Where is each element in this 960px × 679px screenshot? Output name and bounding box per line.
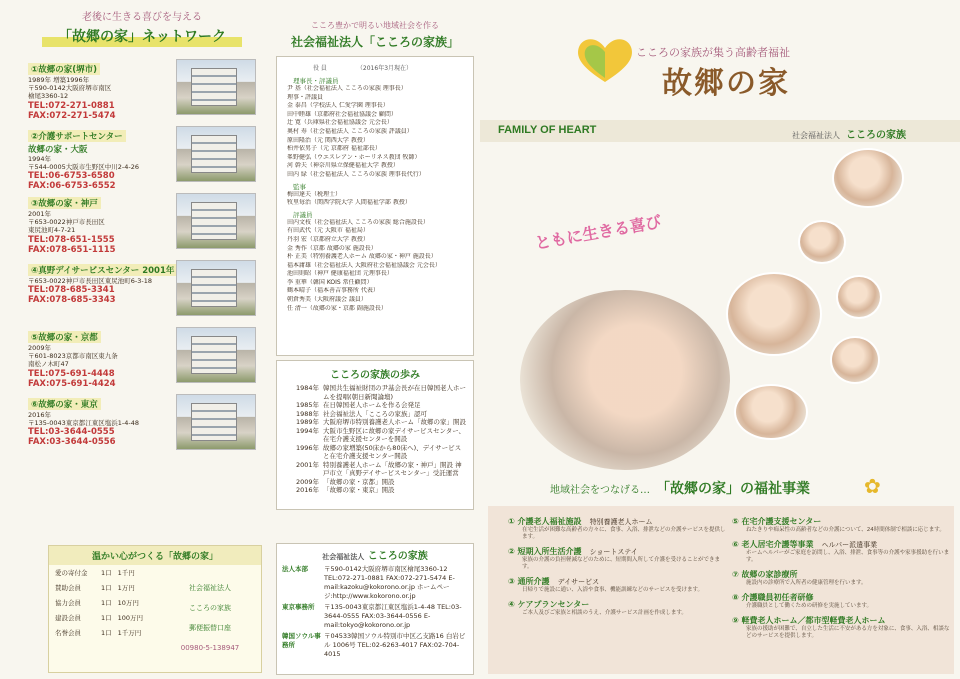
- facility-item: [28, 325, 256, 390]
- donation-amount: 1千円: [117, 569, 135, 577]
- service-title: [508, 546, 728, 557]
- facility-name: ②介護サポートセンター: [28, 130, 126, 142]
- officer-groups: [283, 76, 467, 313]
- service-item: [508, 599, 728, 617]
- history-year: 2016年: [295, 486, 319, 494]
- care-photo: [830, 336, 880, 384]
- donation-type: 愛の寄付金: [55, 569, 88, 577]
- officer-member: 辻 寛（兵庫県社会福祉協議会 元会長）: [287, 119, 393, 127]
- donation-unit: 1口: [101, 599, 112, 607]
- corporation-contact: [276, 543, 474, 675]
- history-year: 1989年: [295, 418, 319, 426]
- facility-address: [28, 411, 156, 427]
- couple-photo: [726, 272, 822, 356]
- address-line: 〒544-0005大阪市生野区中川2-4-26: [28, 163, 140, 172]
- history-event: 故郷の家増築(50床から80床へ)、デイサービスと在宅介護支援センター開設: [323, 443, 462, 460]
- facility-name: ④真野デイサービスセンター 2001年: [28, 264, 177, 276]
- history-row: [283, 461, 467, 478]
- services-box: [488, 506, 954, 674]
- officer-member: 理事・評議員: [287, 93, 324, 101]
- facility-address: [28, 344, 156, 369]
- history-row: [283, 410, 467, 419]
- history-event: 在日韓国老人ホームを作る会発足: [323, 401, 421, 409]
- officer-member: 朝倉秀美（大阪府議会 議員）: [287, 296, 367, 304]
- service-subtitle: ショートステイ: [589, 548, 638, 556]
- officer-member: 任 清一（故郷の家・京都 副施設長）: [287, 304, 387, 312]
- facility-fax: FAX:078-685-3343: [28, 295, 116, 306]
- officer-member: 河 幹夫（神奈川県立保健福祉大学 教授）: [287, 162, 399, 170]
- address-line: 〒135-0043東京都江東区塩浜1-4-48: [28, 419, 140, 428]
- facility-address: [28, 76, 156, 101]
- contact-row: [282, 603, 468, 630]
- donation-type: 建設会員: [55, 614, 81, 622]
- facility-tel: TEL:03-3644-0555: [28, 427, 115, 438]
- history-year: 1984年: [295, 384, 319, 392]
- officer-member: 峯野健弘（ウエスレアン・ホーリネス教団 牧師）: [287, 153, 421, 161]
- donation-method: 郵便振替口座: [189, 624, 231, 632]
- family-of-heart: FAMILY OF HEART: [498, 124, 597, 136]
- donation-amount: 100万円: [117, 614, 144, 622]
- service-description: 介護職員として働くための研修を実施しています。: [746, 603, 873, 609]
- cover-corporation: 社会福祉法人 こころの家族: [792, 130, 906, 141]
- service-name: ① 介護老人福祉施設: [508, 517, 582, 526]
- history-event: 韓国共生福祉財団の尹基会長が在日韓国老人ホームを提唱(朝日新聞論壇): [323, 384, 466, 401]
- network-title: 「故郷の家」ネットワーク: [42, 25, 242, 47]
- service-description: 家族の介護の負担軽減などのために、短期間入所して介護を受けることができます。: [522, 557, 721, 570]
- donation-unit: 1口: [101, 629, 112, 637]
- officer-member: 田中睦雄（京都府社会福祉協議会 顧問）: [287, 110, 397, 118]
- officer-member: 池田則昭（神戸 健康福祉団 元理事長）: [287, 270, 393, 278]
- facility-name: ①故郷の家(堺市): [28, 63, 100, 75]
- history-event: 大阪市生野区に故郷の家デイサービスセンター、在宅介護支援センターを開設: [323, 426, 466, 443]
- service-name: ⑥ 老人居宅介護等事業: [732, 540, 814, 549]
- service-subtitle: デイサービス: [557, 578, 600, 586]
- tagline: こころの家族が集う高齢者福祉: [636, 46, 790, 59]
- history-row: [283, 427, 467, 444]
- corporation-title: 社会福祉法人「こころの家族」: [290, 35, 459, 49]
- service-title: [732, 569, 952, 580]
- service-item: [732, 592, 952, 610]
- building-photo: [176, 126, 256, 182]
- network-kicker: 老後に生きる喜びを与える: [82, 12, 202, 23]
- service-item: [508, 516, 728, 541]
- officers-title: 役 員 （2016年3月現在）: [313, 65, 413, 72]
- building-photo: [176, 193, 256, 249]
- services-heading: 地域社会をつなげる… 「故郷の家」の福祉事業: [550, 481, 810, 497]
- donation-amount: 1千万円: [117, 629, 142, 637]
- building-photo: [176, 327, 256, 383]
- contact-value: 〒590-0142大阪府堺市南区檜尾3360-12 TEL:072-271-0881 FAX:072-271-5474 E-mail:kazoku@kokorono.or.jp ホームページ:http://www.kokorono.or.jp: [324, 565, 455, 600]
- service-title: [508, 576, 728, 587]
- officer-member: 柏井依男子（元 京都府 福祉部長）: [287, 145, 381, 153]
- service-title: [732, 516, 952, 527]
- history-row: [283, 486, 467, 495]
- service-title: [732, 592, 952, 603]
- service-description: ご本人及びご家族と相談のうえ、介護サービス計画を作成します。: [522, 610, 687, 616]
- flower-icon: ✿: [864, 474, 881, 498]
- contact-value: 〒135-0043東京都江東区塩浜1-4-48 TEL:03-3644-0555 FAX:03-3644-0556 E-mail:tokyo@kokorono.or.jp: [324, 603, 462, 629]
- donation-org: 社会福祉法人: [189, 584, 231, 592]
- contact-row: [282, 565, 468, 601]
- address-line: 2009年: [28, 344, 52, 352]
- service-item: [732, 539, 952, 564]
- slogan: ともに生きる喜び: [533, 212, 663, 253]
- family-photo: [832, 148, 904, 208]
- facility-tel: TEL:078-685-3341: [28, 285, 115, 296]
- address-line: 2016年: [28, 411, 52, 419]
- facility-item: [28, 258, 256, 323]
- officer-member: 牧里毎治（関西学院大学 人間福祉学部 教授）: [287, 199, 411, 207]
- history-row: [283, 478, 467, 487]
- service-name: ③ 通所介護: [508, 577, 550, 586]
- service-title: [508, 516, 728, 527]
- officer-group-label: 監事: [293, 182, 306, 191]
- officer-member: 金 秀作（京都 故郷の家 施設長）: [287, 244, 377, 252]
- officer-member: 原田隆治（元 関西大学 教授）: [287, 136, 369, 144]
- officer-member: 福本庸雄（社会福祉法人 大阪府社会福祉協議会 元会長）: [287, 261, 441, 269]
- service-item: [508, 576, 728, 594]
- history-row: [283, 444, 467, 461]
- facility-fax: FAX:03-3644-0556: [28, 437, 116, 448]
- address-line: 東尻池町4-7-21: [28, 226, 76, 235]
- address-line: 〒653-0022神戸市長田区: [28, 218, 105, 227]
- address-line: 〒653-0022神戸市長田区東尻池町6-3-18: [28, 277, 153, 285]
- service-name: ② 短期入所生活介護: [508, 547, 582, 556]
- facility-name: ③故郷の家・神戸: [28, 197, 101, 209]
- donation-unit: 1口: [101, 584, 112, 592]
- address-line: 南松ノ木町47: [28, 360, 69, 369]
- facility-name: ⑤故郷の家・京都: [28, 331, 101, 343]
- facility-address: [28, 277, 156, 285]
- contact-label: 韓国ソウル事務所: [282, 632, 321, 649]
- contact-label: 法人本部: [282, 565, 308, 573]
- officer-member: 李 重華（韓国 KOIS 常任顧問）: [287, 278, 373, 286]
- facility-tel: TEL:072-271-0881: [28, 100, 115, 111]
- cover-panel: [480, 0, 960, 679]
- officer-member: 梅田達夫（税理士）: [287, 190, 342, 198]
- history-year: 1994年: [295, 426, 319, 435]
- officer-member: 尹 基（社会福祉法人 こころの家族 理事長）: [287, 85, 407, 92]
- officers-date: （2016年3月現在）: [356, 65, 413, 72]
- facility-item: [28, 57, 256, 122]
- facility-address: [28, 210, 156, 235]
- facility-fax: FAX:075-691-4424: [28, 378, 116, 389]
- facility-item: [28, 124, 256, 192]
- facility-fax: FAX:06-6753-6552: [28, 181, 116, 192]
- facility-name: ⑥故郷の家・東京: [28, 398, 101, 410]
- donation-amount: 1万円: [117, 584, 135, 592]
- donation-account: [165, 578, 255, 658]
- contact-label: 東京事務所: [282, 603, 315, 611]
- service-name: ④ ケアプランセンター: [508, 600, 590, 609]
- building-photo: [176, 59, 256, 115]
- officer-member: 鶴本晴子（福本善吉事務所 代表）: [287, 287, 379, 295]
- corporation-kicker: こころ豊かで明るい地域社会を作る: [311, 21, 439, 30]
- contact-row: [282, 632, 468, 659]
- service-subtitle: 特別養護老人ホーム: [589, 518, 653, 526]
- officer-member: 朴 正美（特別養護老人ホーム 故郷の家・神戸 施設長）: [287, 253, 437, 261]
- history-row: [283, 418, 467, 427]
- building-photo: [176, 260, 256, 316]
- facility-address: [28, 155, 156, 171]
- donation-title: 温かい心がつくる「故郷の家」: [49, 546, 261, 565]
- address-line: 檜尾3360-12: [28, 92, 69, 101]
- facility-sub: 故郷の家・大阪: [28, 145, 88, 155]
- service-item: [732, 569, 952, 587]
- donation-type: 名誉会員: [55, 629, 81, 637]
- corporation-contact-title: 社会福祉法人 こころの家族: [322, 551, 428, 562]
- address-line: 1989年 増築1996年: [28, 76, 90, 84]
- address-line: 〒601-8023京都市南区東九条: [28, 352, 118, 361]
- address-line: 2001年: [28, 210, 52, 218]
- facility-item: [28, 191, 256, 256]
- history-list: [283, 384, 467, 495]
- history-event: 「故郷の家・京都」開設: [323, 477, 395, 486]
- history-year: 1988年: [295, 409, 319, 418]
- service-description: ホームヘルパーがご家庭を訪問し、入浴、排泄、食事等の介護や家事援助を行います。: [746, 550, 950, 563]
- service-description: 施設内の診療所で入所者の健康管理を行います。: [746, 580, 867, 586]
- elderly-photo: [520, 290, 730, 470]
- service-name: ⑨ 軽費老人ホーム／都市型軽費老人ホーム: [732, 616, 886, 625]
- child-photo: [798, 220, 846, 264]
- officer-member: 金 泰昌（学校法人 仁愛学園 理事長）: [287, 102, 389, 110]
- contact-rows: [282, 565, 468, 659]
- history-year: 2009年: [295, 477, 319, 486]
- service-description: 家族の援助が困難で、自立した生活に不安がある方を対象に、食事、入浴、相談などのサービスを提供します。: [746, 626, 950, 639]
- facility-fax: FAX:072-271-5474: [28, 110, 116, 121]
- service-item: [732, 615, 952, 640]
- service-name: ⑦ 故郷の家診療所: [732, 570, 798, 579]
- group-photo: [734, 384, 808, 440]
- facility-tel: TEL:06-6753-6580: [28, 171, 115, 182]
- donation-unit: 1口: [101, 614, 112, 622]
- history-event: 「故郷の家・東京」開設: [323, 486, 395, 494]
- service-description: 在宅生活が困難な高齢者の方々に、食事、入浴、排泄などの介護サービスを提供します。: [522, 527, 726, 540]
- history-box: [276, 360, 474, 510]
- donation-account-number: 00980-5-138947: [180, 644, 240, 652]
- history-year: 2001年: [295, 460, 319, 469]
- history-event: 特別養護老人ホーム「故郷の家・神戸」開設 神戸市立「真野デイサービスセンター」受託運営: [323, 460, 462, 477]
- service-item: [732, 516, 952, 534]
- services-right: [732, 516, 952, 645]
- donation-type: 賛助会員: [55, 584, 81, 592]
- facility-tel: TEL:078-651-1555: [28, 234, 115, 245]
- officer-member: 奥村 寿（社会福祉法人 こころの家族 評議員）: [287, 127, 413, 135]
- history-year: 1996年: [295, 443, 319, 452]
- facility-fax: FAX:078-651-1115: [28, 244, 116, 255]
- service-item: [508, 546, 728, 571]
- service-description: ねたきりや痴呆性の高齢者などの介護について、24時間体制で相談に応じます。: [746, 527, 945, 533]
- donation-org2: こころの家族: [189, 604, 231, 612]
- officers-box: [276, 56, 474, 356]
- donation-amount: 10万円: [117, 599, 139, 607]
- resident-photo: [836, 275, 882, 319]
- donation-type: 協力会員: [55, 599, 81, 607]
- officer-member: 丹羽 宏（京都府立大学 教授）: [287, 235, 369, 243]
- history-title: こころの家族の歩み: [330, 370, 420, 381]
- history-year: 1985年: [295, 401, 319, 409]
- facility-item: [28, 392, 256, 457]
- address-line: 1994年: [28, 155, 52, 163]
- service-title: [732, 539, 952, 550]
- heart-logo-icon: [573, 34, 637, 84]
- service-description: 日帰りで施設に通い、入浴や食事、機能訓練などのサービスを受けます。: [522, 587, 704, 593]
- donation-box: [48, 545, 262, 673]
- address-line: 〒590-0142大阪府堺市南区: [28, 84, 112, 93]
- service-name: ⑤ 在宅介護支援センター: [732, 517, 822, 526]
- officer-group-label: 評議員: [293, 210, 313, 219]
- service-title: [508, 599, 728, 610]
- officer-member: 田内 緑（社会福祉法人 こころの家族 理事長代行）: [287, 170, 425, 178]
- history-event: 社会福祉法人「こころの家族」認可: [323, 409, 427, 418]
- history-row: [283, 401, 467, 410]
- contact-value: 〒04533韓国ソウル特別市中区乙支路16 白岩ビル 1006号 TEL:02-6263-4017 FAX:02-704-4015: [324, 632, 466, 658]
- service-name: ⑧ 介護職員初任者研修: [732, 593, 814, 602]
- brand-logo: 故郷の家: [662, 66, 790, 101]
- facility-tel: TEL:075-691-4448: [28, 368, 115, 379]
- officer-member: 有田武代（元 大阪市 福祉局）: [287, 227, 369, 235]
- building-photo: [176, 394, 256, 450]
- facility-list: [28, 57, 256, 457]
- history-event: 大阪府堺市特別養護老人ホーム「故郷の家」開設: [323, 418, 466, 426]
- donation-unit: 1口: [101, 569, 112, 577]
- services-left: [508, 516, 728, 622]
- officer-member: 田内文枝（社会福祉法人 こころの家族 総合施設長）: [287, 218, 429, 226]
- officer-group-label: 理事長・評議員: [293, 77, 339, 85]
- service-subtitle: ヘルパー派遣事業: [821, 541, 878, 549]
- history-row: [283, 384, 467, 401]
- service-title: [732, 615, 952, 626]
